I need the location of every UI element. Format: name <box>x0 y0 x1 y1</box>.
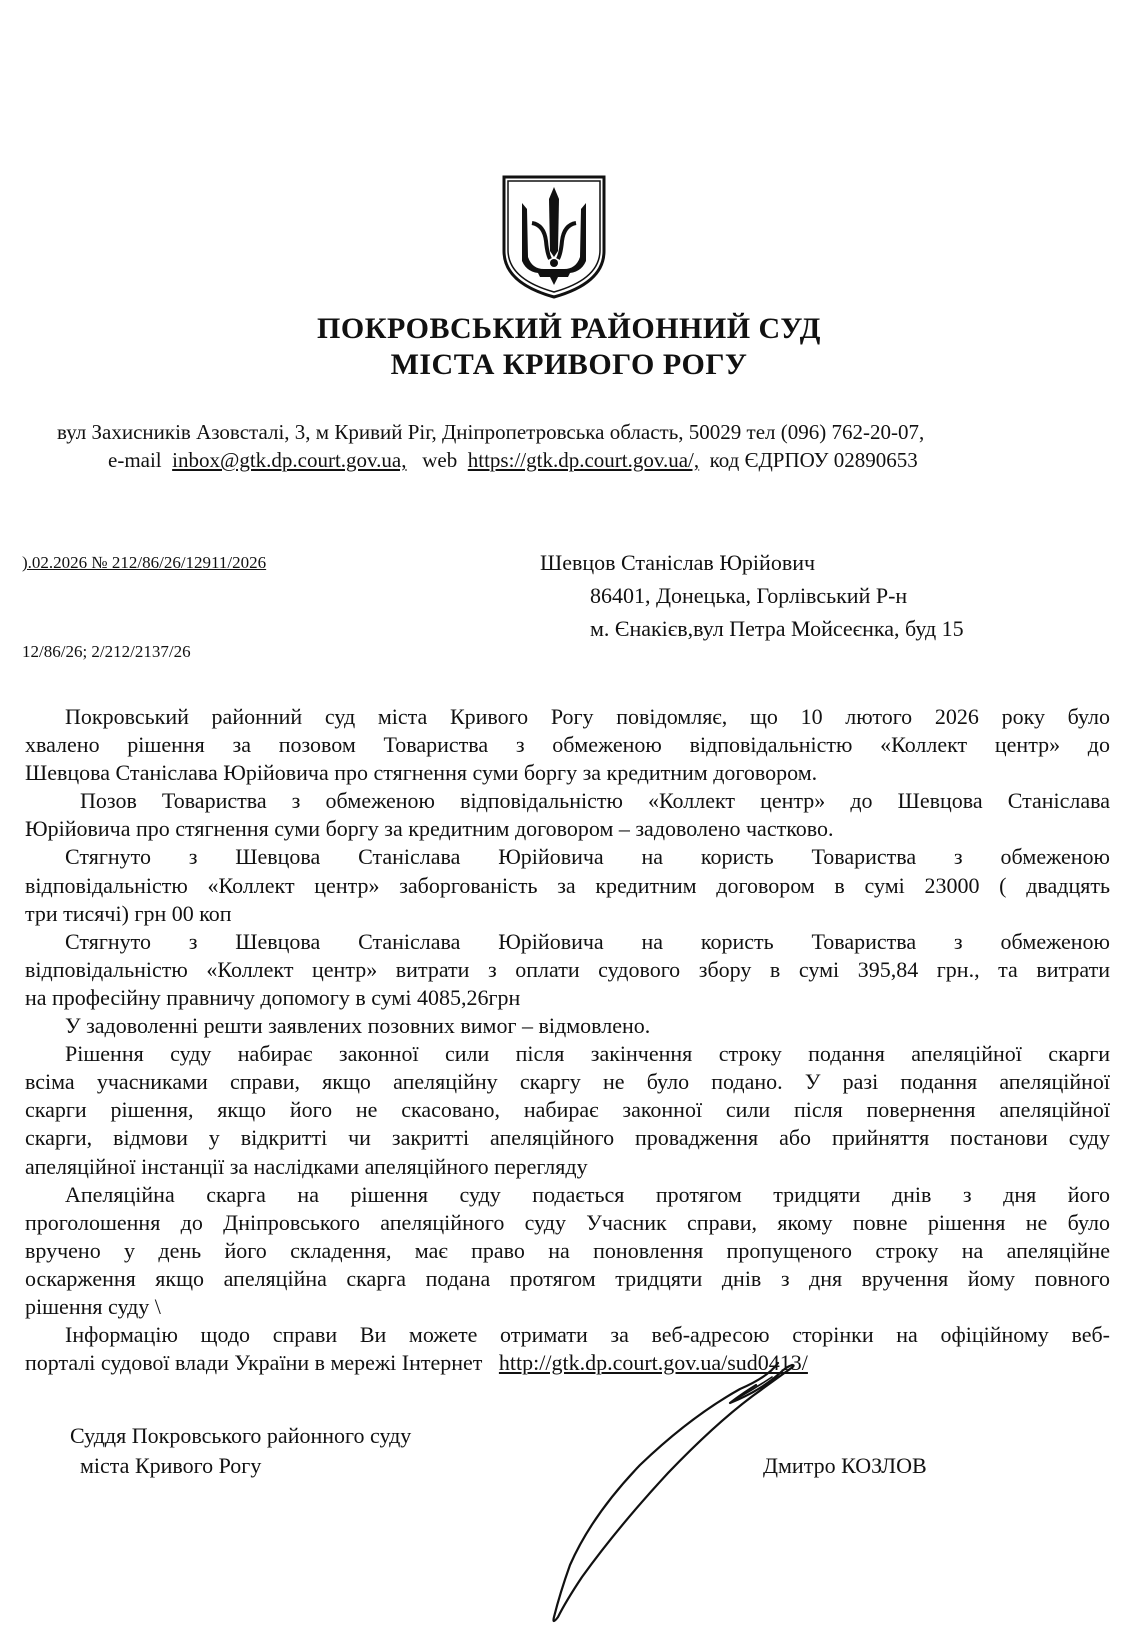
body-line: оскарження якщо апеляційна скарга подана протягом тридцяти днів з дня вручення йому повного <box>25 1265 1110 1291</box>
body-line: порталі судової влади України в мережі Інтернет <box>25 1350 483 1376</box>
body-line: три тисячі) грн 00 коп <box>25 900 232 926</box>
body-line: Стягнуто з Шевцова Станіслава Юрійовича на користь Товариства з обмеженою <box>65 928 1110 954</box>
body-line: Позов Товариства з обмеженою відповідальністю «Коллект центр» до Шевцова Станіслава <box>80 788 1110 814</box>
body-line: на професійну правничу допомогу в сумі 4085,26грн <box>25 984 521 1010</box>
court-address: вул Захисників Азовсталі, 3, м Кривий Ріг, Дніпропетровська область, 50029 тел (096) 762-20-07, <box>57 420 925 444</box>
body-line: Покровський районний суд міста Кривого Рогу повідомляє, що 10 лютого 2026 року було <box>65 704 1110 729</box>
judge-position-line2: міста Кривого Рогу <box>80 1453 262 1478</box>
body-line: апеляційної інстанції за наслідками апеляційного перегляду <box>25 1153 588 1179</box>
tryzub-coat-of-arms-icon <box>498 173 610 301</box>
body-line: відповідальністю «Коллект центр» заборгованість за кредитним договором в сумі 23000 ( двадцять <box>25 872 1110 898</box>
body-line: рішення суду \ <box>25 1293 161 1319</box>
recipient-name: Шевцов Станіслав Юрійович <box>540 550 816 575</box>
court-contacts <box>108 448 918 473</box>
body-line: У задоволенні решти заявлених позовних вимог – відмовлено. <box>65 1013 651 1039</box>
body-line: Рішення суду набирає законної сили після закінчення строку подання апеляційної скарги <box>65 1041 1110 1067</box>
body-line: Апеляційна скарга на рішення суду подається протягом тридцяти днів з дня його <box>65 1181 1110 1207</box>
body-line: скарги, відмови у відкритті чи закритті апеляційного провадження або прийняття постанови суду <box>25 1125 1110 1151</box>
website-link[interactable]: https://gtk.dp.court.gov.ua/, <box>467 448 700 472</box>
body-line: Інформацію щодо справи Ви можете отримати за веб-адресою сторінки на офіційному веб- <box>65 1322 1110 1348</box>
body-line: Юрійовича про стягнення суми боргу за кредитним договором – задоволено частково. <box>25 816 834 842</box>
judge-name: Дмитро КОЗЛОВ <box>763 1453 927 1478</box>
body-line: проголошення до Дніпровського апеляційного суду Учасник справи, якому повне рішення не було <box>25 1209 1110 1235</box>
body-line: вручено у день його складення, має право на поновлення пропущеного строку на апеляційне <box>25 1237 1110 1263</box>
body-line: Стягнуто з Шевцова Станіслава Юрійовича на користь Товариства з обмеженою <box>65 844 1110 870</box>
body-line: хвалено рішення за позовом Товариства з обмеженою відповідальністю «Коллект центр» до <box>25 732 1110 758</box>
case-numbers: 12/86/26; 2/212/2137/26 <box>22 642 191 661</box>
court-title-line2: МІСТА КРИВОГО РОГУ <box>390 348 748 381</box>
handwritten-signature <box>540 1355 810 1625</box>
edrpou-code: код ЄДРПОУ 02890653 <box>709 448 918 472</box>
outgoing-date-number: ).02.2026 № 212/86/26/12911/2026 <box>22 553 267 572</box>
email-label: e-mail <box>108 448 162 472</box>
judge-position-line1: Суддя Покровського районного суду <box>70 1423 412 1448</box>
body-line: відповідальністю «Коллект центр» витрати з оплати судового збору в сумі 395,84 грн., та витрати <box>25 956 1110 982</box>
recipient-address-line2: 86401, Донецька, Горлівський Р-н <box>590 583 908 608</box>
email-link[interactable]: inbox@gtk.dp.court.gov.ua, <box>172 448 407 472</box>
web-label: web <box>422 448 458 472</box>
body-line: всіма учасниками справи, якщо апеляційну скаргу не було подано. У разі подання апеляційної <box>25 1069 1110 1095</box>
portal-url-link[interactable]: http://gtk.dp.court.gov.ua/sud0413/ <box>498 1350 808 1376</box>
court-title-line1: ПОКРОВСЬКИЙ РАЙОННИЙ СУД <box>317 312 821 345</box>
letter-body <box>25 703 1110 1377</box>
body-line: Шевцова Станіслава Юрійовича про стягнення суми боргу за кредитним договором. <box>25 760 818 786</box>
recipient-address-line3: м. Єнакієв,вул Петра Мойсеєнка, буд 15 <box>590 616 964 641</box>
body-line: скарги рішення, якщо його не скасовано, набирає законної сили після повернення апеляційної <box>25 1097 1110 1123</box>
